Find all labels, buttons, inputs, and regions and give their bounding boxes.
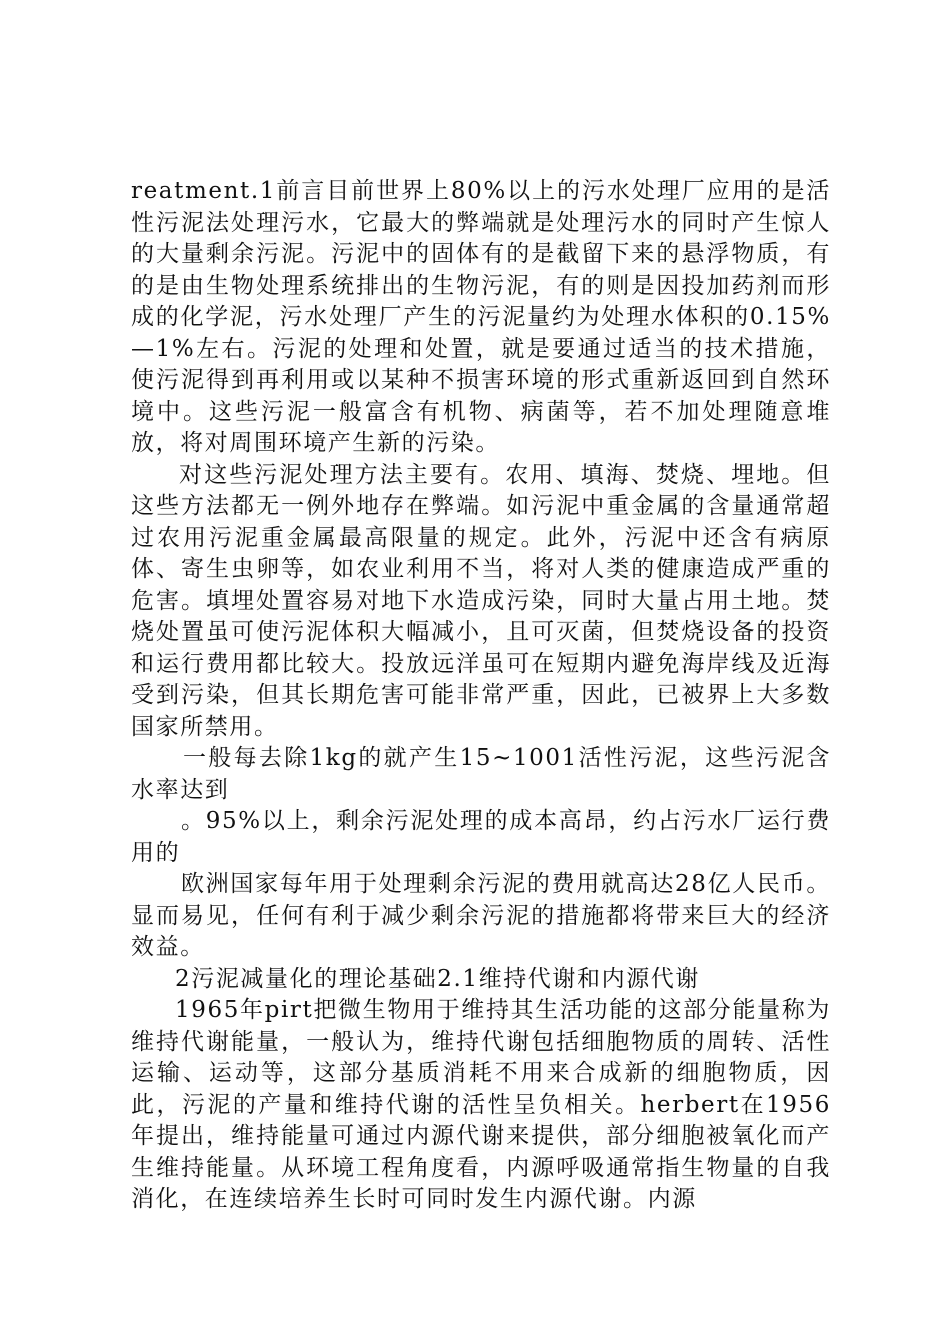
paragraph-maintenance-metabolism: 1965年pirt把微生物用于维持其生活功能的这部分能量称为维持代谢能量，一般认为，维持代谢包括细胞物质的周转、活性运输、运动等，这部分基质消耗不用来合成新的细胞物质，因此，污泥的产量和维持代谢的活性呈负相关。herbert在1956年提出，维持能量可通过内源代谢来提供，部分细胞被氧化而产生维持能量。从环境工程角度看，内源呼吸通常指生物量的自我消化，在连续培养生长时可同时发生内源代谢。内源 [131,997,831,1212]
paragraph-treatment-methods: 对这些污泥处理方法主要有。农用、填海、焚烧、埋地。但这些方法都无一例外地存在弊端。如污泥中重金属的含量通常超过农用污泥重金属最高限量的规定。此外，污泥中还含有病原体、寄生虫卵等，如农业利用不当，将对人类的健康造成严重的危害。填埋处置容易对地下水造成污染，同时大量占用土地。焚烧处置虽可使污泥体积大幅减小，且可灭菌，但焚烧设备的投资和运行费用都比较大。投放远洋虽可在短期内避免海岸线及近海受到污染，但其长期危害可能非常严重，因此，已被界上大多数国家所禁用。 [131,461,831,740]
paragraph-water-content: 。95%以上，剩余污泥处理的成本高昂，约占污水厂运行费用的 [131,808,831,866]
paragraph-sludge-production: 一般每去除1kg的就产生15~1001活性污泥，这些污泥含水率达到 [131,745,831,803]
paragraph-intro: reatment.1前言目前世界上80%以上的污水处理厂应用的是活性污泥法处理污水，它最大的弊端就是处理污水的同时产生惊人的大量剩余污泥。污泥中的固体有的是截留下来的悬浮物质，有的是由生物处理系统排出的生物污泥，有的则是因投加药剂而形成的化学泥，污水处理厂产生的污泥量约为处理水体积的0.15%—1%左右。污泥的处理和处置，就是要通过适当的技术措施，使污泥得到再利用或以某种不损害环境的形式重新返回到自然环境中。这些污泥一般富含有机物、病菌等，若不加处理随意堆放，将对周围环境产生新的污染。 [131,178,831,456]
paragraph-european-cost: 欧洲国家每年用于处理剩余污泥的费用就高达28亿人民币。显而易见，任何有利于减少剩余污泥的措施都将带来巨大的经济效益。 [131,871,831,960]
section-heading: 2污泥减量化的理论基础2.1维持代谢和内源代谢 [175,965,701,992]
document-body [131,176,831,1216]
